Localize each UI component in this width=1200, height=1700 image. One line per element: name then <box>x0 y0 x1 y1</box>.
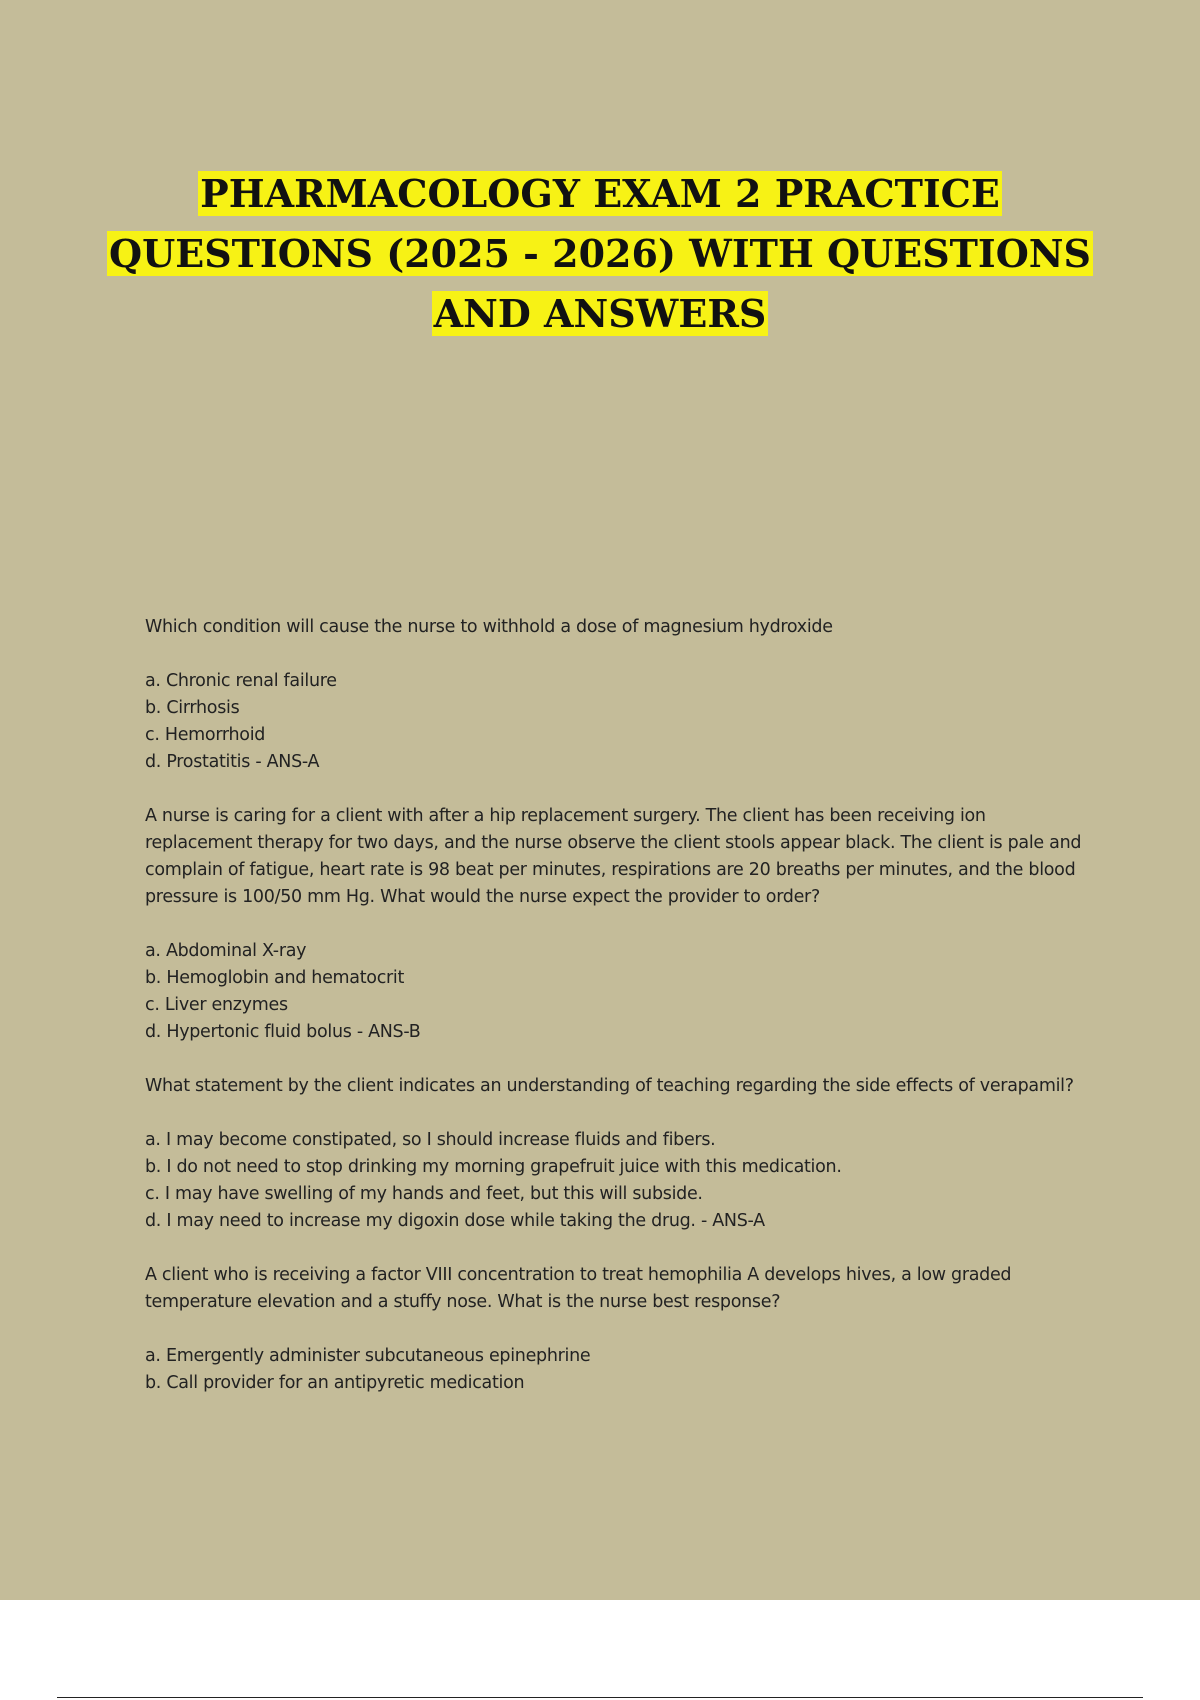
answer-options <box>145 1127 1085 1235</box>
answer-option: d. I may need to increase my digoxin dose while taking the drug. - ANS-A <box>145 1211 765 1231</box>
answer-options <box>145 668 1085 776</box>
answer-options <box>145 938 1085 1046</box>
answer-option: a. Abdominal X-ray <box>145 941 307 961</box>
question-block <box>145 1073 1085 1235</box>
document-title <box>0 164 1200 344</box>
answer-option: c. Hemorrhoid <box>145 725 266 745</box>
answer-option: c. I may have swelling of my hands and feet, but this will subside. <box>145 1184 703 1204</box>
footer-divider <box>57 1697 1143 1698</box>
question-text: What statement by the client indicates an understanding of teaching regarding the side effects of verapamil? <box>145 1076 1074 1096</box>
question-text: Which condition will cause the nurse to withhold a dose of magnesium hydroxide <box>145 617 833 637</box>
question-text: A client who is receiving a factor VIII concentration to treat hemophilia A develops hives, a low graded temperature elevation and a stuffy nose. What is the nurse best response? <box>145 1265 1012 1312</box>
title-line-3: AND ANSWERS <box>433 291 767 336</box>
answer-option: a. I may become constipated, so I should increase fluids and fibers. <box>145 1130 716 1150</box>
question-block <box>145 1262 1085 1397</box>
questions-list <box>145 614 1085 1424</box>
question-block <box>145 614 1085 776</box>
question-text: A nurse is caring for a client with after a hip replacement surgery. The client has been receiving ion replacement therapy for two days, and the nurse observe the client stools appear black. The client is pale and complain of fatigue, heart rate is 98 beat per minutes, respirations are 20 breaths per minutes, and the blood pressure is 100/50 mm Hg. What would the nurse expect the provider to order? <box>145 806 1082 907</box>
answer-option: a. Chronic renal failure <box>145 671 337 691</box>
answer-option: b. I do not need to stop drinking my morning grapefruit juice with this medication. <box>145 1157 842 1177</box>
question-block <box>145 803 1085 1046</box>
title-line-1: PHARMACOLOGY EXAM 2 PRACTICE <box>200 171 1000 216</box>
answer-options <box>145 1343 1085 1397</box>
answer-option: b. Call provider for an antipyretic medication <box>145 1373 525 1393</box>
answer-option: c. Liver enzymes <box>145 995 288 1015</box>
title-line-2: QUESTIONS (2025 - 2026) WITH QUESTIONS <box>109 231 1091 276</box>
answer-option: d. Hypertonic fluid bolus - ANS-B <box>145 1022 421 1042</box>
answer-option: d. Prostatitis - ANS-A <box>145 752 320 772</box>
answer-option: b. Hemoglobin and hematocrit <box>145 968 405 988</box>
answer-option: b. Cirrhosis <box>145 698 240 718</box>
answer-option: a. Emergently administer subcutaneous epinephrine <box>145 1346 591 1366</box>
